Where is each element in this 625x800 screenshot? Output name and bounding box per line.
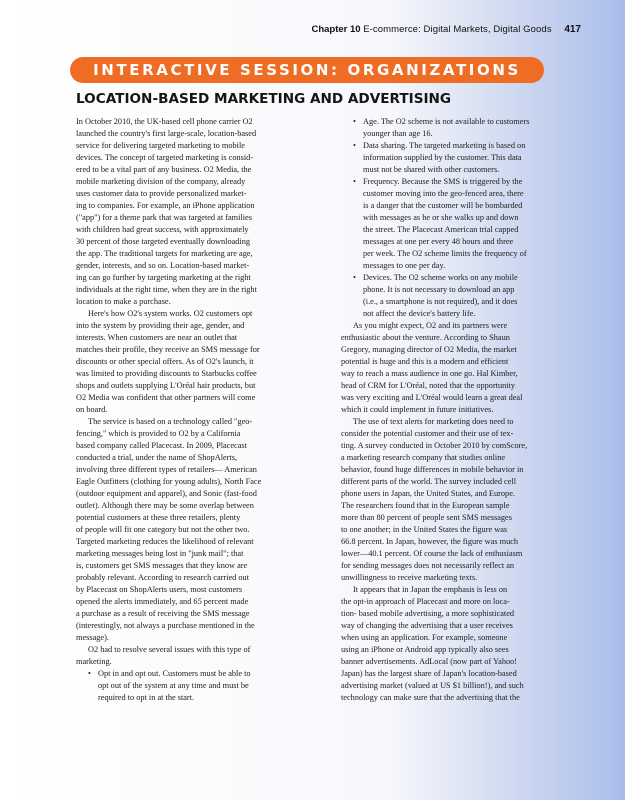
text-line: [76, 644, 328, 656]
line-text: launched the country's first large-scale, location-based: [76, 129, 257, 138]
text-line: [76, 272, 328, 284]
text-line: [341, 140, 599, 152]
text-line: [76, 368, 328, 380]
line-text: gender, interests, and so on. Location-based market-: [76, 261, 250, 270]
text-line: [76, 164, 328, 176]
text-line: [76, 428, 328, 440]
text-line: [341, 344, 599, 356]
line-text: consider the potential customer and their use of tex-: [341, 429, 514, 438]
text-line: [76, 584, 328, 596]
bullet-marker: •: [353, 141, 356, 150]
line-text: individuals at the right time, when they are in the right: [76, 285, 257, 294]
line-text: information supplied by the customer. This data: [363, 153, 522, 162]
line-text: more than 80 percent of people sent SMS messages: [341, 513, 512, 522]
text-line: [76, 140, 328, 152]
text-line: [76, 332, 328, 344]
text-line: [76, 236, 328, 248]
text-line: [341, 164, 599, 176]
line-text: using an iPhone or Android app typically also sees: [341, 645, 509, 654]
text-line: [76, 128, 328, 140]
text-line: [76, 536, 328, 548]
line-text: potential is huge and this is a modern and efficient: [341, 357, 509, 366]
line-text: service for delivering targeted marketing to mobile: [76, 141, 245, 150]
line-text: messages to one per day.: [363, 261, 446, 270]
text-line: [341, 560, 599, 572]
left-text-column: [76, 116, 328, 704]
page-number: 417: [564, 24, 581, 35]
line-text: is, customers get SMS messages that they know are: [76, 561, 248, 570]
text-line: [76, 608, 328, 620]
text-line: [76, 488, 328, 500]
line-text: with messages as he or she walks up and down: [363, 213, 519, 222]
line-text: based company called Placecast. In 2009, Placecast: [76, 441, 247, 450]
line-text: of people will fit one category but not the other two.: [76, 525, 250, 534]
text-line: [341, 380, 599, 392]
text-line: [76, 560, 328, 572]
text-line: [341, 680, 599, 692]
text-line: [341, 224, 599, 236]
text-line: [341, 284, 599, 296]
text-line: [341, 308, 599, 320]
text-line: [76, 452, 328, 464]
chapter-title: E-commerce: Digital Markets, Digital Goods: [363, 24, 552, 35]
text-line: [76, 404, 328, 416]
line-text: O2 Media was confident that other partners will come: [76, 393, 256, 402]
line-text: (outdoor equipment and apparel), and Sonic (fast-food: [76, 489, 257, 498]
line-text: Age. The O2 scheme is not available to customers: [363, 117, 530, 126]
text-line: [341, 248, 599, 260]
text-line: [76, 512, 328, 524]
text-line: [341, 296, 599, 308]
text-line: [341, 596, 599, 608]
text-line: [76, 320, 328, 332]
line-text: per week. The O2 scheme limits the frequency of: [363, 249, 527, 258]
line-text: 66.8 percent. In Japan, however, the figure was much: [341, 537, 519, 546]
line-text: head of CRM for L'Oréal, noted that the opportunity: [341, 381, 516, 390]
line-text: into the system by providing their age, gender, and: [76, 321, 245, 330]
line-text: interests. When customers are near an outlet that: [76, 333, 238, 342]
line-text: potential customers at these three retailers, plenty: [76, 513, 241, 522]
text-line: [341, 452, 599, 464]
line-text: location to make a purchase.: [76, 297, 171, 306]
line-text: behavior, found huge differences in mobile behavior in: [341, 465, 524, 474]
text-line: [341, 572, 599, 584]
text-line: [341, 428, 599, 440]
text-line: [341, 212, 599, 224]
text-line: [76, 392, 328, 404]
text-line: [341, 584, 599, 596]
line-text: ered to be a vital part of any business. O2 Media, the: [76, 165, 252, 174]
line-text: was very exciting and L'Oréal would learn a great deal: [341, 393, 523, 402]
text-line: [341, 404, 599, 416]
line-text: tion- based mobile advertising, a more sophisticated: [341, 609, 515, 618]
text-line: [76, 620, 328, 632]
line-text: ing to companies. For example, an iPhone application: [76, 201, 255, 210]
line-text: banner advertisements. AdLocal (now part of Yahoo!: [341, 657, 518, 666]
line-text: In October 2010, the UK-based cell phone carrier O2: [76, 117, 253, 126]
line-text: opened the alerts immediately, and 65 percent made: [76, 597, 249, 606]
text-line: [341, 620, 599, 632]
text-line: [341, 500, 599, 512]
line-text: O2 had to resolve several issues with this type of: [88, 645, 251, 654]
line-text: Opt in and opt out. Customers must be able to: [98, 669, 251, 678]
right-text-column: [341, 116, 599, 704]
line-text: the app. The traditional targets for marketing are age,: [76, 249, 253, 258]
line-text: It appears that in Japan the emphasis is less on: [353, 585, 508, 594]
text-line: [76, 260, 328, 272]
text-line: [341, 692, 599, 704]
text-line: [76, 416, 328, 428]
text-line: [341, 608, 599, 620]
line-text: shops and outlets supplying L'Oréal hair products, but: [76, 381, 256, 390]
text-line: [76, 116, 328, 128]
line-text: opt out of the system at any time and must be: [98, 681, 249, 690]
line-text: the street. The Placecast American trial capped: [363, 225, 519, 234]
line-text: involving three different types of retailers— American: [76, 465, 257, 474]
text-line: [341, 356, 599, 368]
line-text: lower—40.1 percent. Of course the lack of enthusiasm: [341, 549, 523, 558]
line-text: was limited to providing discounts to Starbucks coffee: [76, 369, 257, 378]
line-text: phone users in Japan, the United States, and Europe.: [341, 489, 515, 498]
article-title: LOCATION-BASED MARKETING AND ADVERTISING: [76, 91, 452, 107]
text-line: [76, 284, 328, 296]
bullet-marker: •: [88, 669, 91, 678]
line-text: (i.e., a smartphone is not required), and it does: [363, 297, 518, 306]
line-text: Devices. The O2 scheme works on any mobile: [363, 273, 518, 282]
text-line: [76, 524, 328, 536]
text-line: [341, 236, 599, 248]
line-text: way of changing the advertising that a user receives: [341, 621, 513, 630]
text-line: [341, 320, 599, 332]
line-text: probably relevant. According to research carried out: [76, 573, 250, 582]
text-line: [76, 680, 328, 692]
line-text: message).: [76, 633, 109, 642]
text-line: [341, 464, 599, 476]
line-text: way to reach a mass audience in one go. Hal Kimber,: [341, 369, 518, 378]
interactive-session-banner: INTERACTIVE SESSION: ORGANIZATIONS: [70, 57, 544, 83]
text-line: [341, 188, 599, 200]
text-line: [341, 176, 599, 188]
line-text: advertising market (valued at US $1 billion!), and such: [341, 681, 524, 690]
line-text: Data sharing. The targeted marketing is based on: [363, 141, 526, 150]
line-text: not affect the device's battery life.: [363, 309, 476, 318]
text-line: [76, 344, 328, 356]
bullet-marker: •: [353, 273, 356, 282]
line-text: by Placecast on ShopAlerts users, most customers: [76, 585, 243, 594]
line-text: customer moving into the geo-fenced area, there: [363, 189, 524, 198]
text-line: [76, 440, 328, 452]
text-line: [341, 416, 599, 428]
bullet-marker: •: [353, 117, 356, 126]
text-line: [341, 368, 599, 380]
text-line: [76, 296, 328, 308]
line-text: messages at one per every 48 hours and three: [363, 237, 514, 246]
text-line: [76, 632, 328, 644]
text-line: [76, 188, 328, 200]
line-text: to one another; in the United States the figure was: [341, 525, 508, 534]
text-line: [76, 200, 328, 212]
text-line: [341, 668, 599, 680]
text-line: [76, 380, 328, 392]
text-line: [76, 248, 328, 260]
line-text: is a danger that the customer will be bombarded: [363, 201, 523, 210]
text-line: [341, 536, 599, 548]
text-line: [76, 356, 328, 368]
line-text: the opt-in approach of Placecast and more on loca-: [341, 597, 510, 606]
line-text: on board.: [76, 405, 108, 414]
line-text: required to opt in at the start.: [98, 693, 195, 702]
running-head: [311, 24, 581, 35]
line-text: Here's how O2's system works. O2 customers opt: [88, 309, 253, 318]
text-line: [76, 668, 328, 680]
text-line: [341, 512, 599, 524]
text-line: [341, 644, 599, 656]
line-text: devices. The concept of targeted marketing is consid-: [76, 153, 254, 162]
text-line: [76, 476, 328, 488]
line-text: with children had great success, with approximately: [76, 225, 249, 234]
line-text: Frequency. Because the SMS is triggered by the: [363, 177, 523, 186]
line-text: conducted a trial, under the name of ShopAlerts,: [76, 453, 238, 462]
text-line: [76, 176, 328, 188]
text-line: [76, 152, 328, 164]
text-line: [76, 656, 328, 668]
text-line: [341, 260, 599, 272]
line-text: The researchers found that in the European sample: [341, 501, 510, 510]
text-line: [341, 524, 599, 536]
line-text: matches their profile, they receive an SMS message for: [76, 345, 260, 354]
line-text: for sending messages does not necessarily reflect an: [341, 561, 515, 570]
line-text: phone. It is not necessary to download an app: [363, 285, 515, 294]
bullet-marker: •: [353, 177, 356, 186]
line-text: ("app") for a theme park that was targeted at families: [76, 213, 252, 222]
line-text: which it could implement in future initiatives.: [341, 405, 494, 414]
text-line: [341, 152, 599, 164]
line-text: marketing messages being lost in "junk mail"; that: [76, 549, 244, 558]
text-line: [76, 572, 328, 584]
line-text: technology can make sure that the advertising that the: [341, 693, 520, 702]
text-line: [341, 488, 599, 500]
line-text: a purchase as a result of receiving the SMS message: [76, 609, 250, 618]
line-text: marketing.: [76, 657, 112, 666]
text-line: [341, 332, 599, 344]
text-line: [76, 464, 328, 476]
chapter-label: Chapter 10: [311, 24, 361, 35]
text-line: [341, 440, 599, 452]
line-text: (interestingly, not always a purchase mentioned in the: [76, 621, 255, 630]
text-line: [76, 224, 328, 236]
line-text: Targeted marketing reduces the likelihood of relevant: [76, 537, 254, 546]
text-line: [341, 656, 599, 668]
line-text: unwillingness to receive marketing texts.: [341, 573, 478, 582]
line-text: ing can go further by targeting marketing at the right: [76, 273, 251, 282]
line-text: outlet). Although there may be some overlap between: [76, 501, 254, 510]
line-text: The service is based on a technology called "geo-: [88, 417, 253, 426]
text-line: [341, 116, 599, 128]
line-text: The use of text alerts for marketing does need to: [353, 417, 514, 426]
line-text: ting. A survey conducted in October 2010 by comScore,: [341, 441, 528, 450]
line-text: mobile marketing division of the company, already: [76, 177, 246, 186]
line-text: enthusiastic about the venture. According to Shaun: [341, 333, 510, 342]
text-line: [341, 272, 599, 284]
text-line: [341, 128, 599, 140]
text-line: [76, 596, 328, 608]
line-text: As you might expect, O2 and its partners were: [353, 321, 508, 330]
text-line: [341, 632, 599, 644]
line-text: a marketing research company that studies online: [341, 453, 506, 462]
text-line: [341, 200, 599, 212]
line-text: uses customer data to provide personalized market-: [76, 189, 247, 198]
line-text: younger than age 16.: [363, 129, 433, 138]
line-text: must not be shared with other customers.: [363, 165, 500, 174]
line-text: Gregory, managing director of O2 Media, the market: [341, 345, 517, 354]
line-text: Eagle Outfitters (clothing for young adults), North Face: [76, 477, 262, 486]
text-line: [76, 212, 328, 224]
line-text: discounts or other special offers. As of O2's launch, it: [76, 357, 254, 366]
text-line: [76, 500, 328, 512]
text-line: [76, 548, 328, 560]
text-line: [341, 476, 599, 488]
text-line: [76, 692, 328, 704]
line-text: fencing," which is provided to O2 by a California: [76, 429, 241, 438]
line-text: different parts of the world. The survey included cell: [341, 477, 517, 486]
line-text: Japan) has the largest share of Japan's location-based: [341, 669, 517, 678]
text-line: [341, 548, 599, 560]
text-line: [341, 392, 599, 404]
line-text: when using an application. For example, someone: [341, 633, 508, 642]
text-line: [76, 308, 328, 320]
line-text: 30 percent of those targeted eventually downloading: [76, 237, 251, 246]
